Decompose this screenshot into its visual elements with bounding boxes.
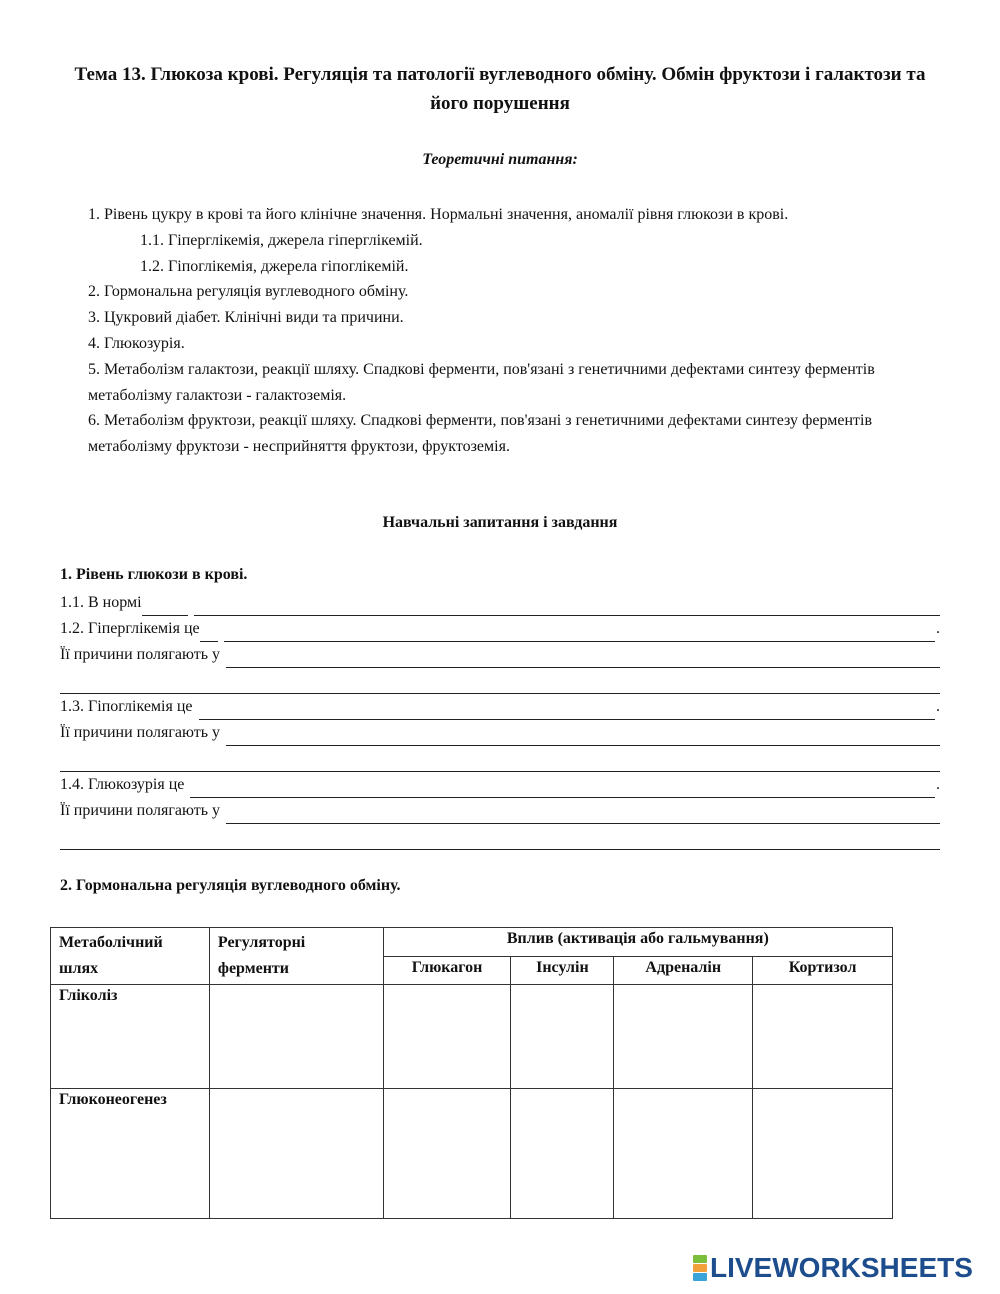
gluco-extra-line: [60, 824, 940, 850]
causes-label: Її причини полягають у: [60, 724, 221, 741]
q1-blanks: [60, 590, 940, 850]
theory-item: 1.1. Гіперглікемія, джерела гіперглікемій.: [140, 231, 423, 249]
hypo-causes-blank[interactable]: [226, 728, 940, 746]
hypo-blank[interactable]: [199, 702, 935, 720]
logo-block: [693, 1264, 707, 1272]
period: .: [936, 620, 940, 637]
causes-label: Її причини полягають у: [60, 646, 221, 663]
gluco-causes-line: [60, 798, 940, 824]
causes-label: Її причини полягають у: [60, 802, 221, 819]
gluco-causes-blank[interactable]: [226, 806, 940, 824]
col-effect-header: Вплив (активація або гальмування): [383, 928, 892, 957]
hormone-header: Кортизол: [753, 956, 893, 985]
table-row: [51, 985, 893, 1089]
theory-item: 2. Гормональна регуляція вуглеводного обміну.: [88, 283, 409, 301]
answer-cell[interactable]: [511, 985, 614, 1089]
theory-item: 4. Глюкозурія.: [88, 334, 185, 352]
gluco-blank[interactable]: [190, 780, 935, 798]
norm-short-blank[interactable]: [142, 598, 188, 616]
answer-cell[interactable]: [614, 985, 753, 1089]
hormone-header: Адреналін: [614, 956, 753, 985]
hormone-header: Інсулін: [511, 956, 614, 985]
tasks-heading: Навчальні запитання і завдання: [382, 514, 618, 531]
hyper-label: 1.2. Гіперглікемія це: [60, 620, 200, 637]
theory-item: 3. Цукровий діабет. Клінічні види та причини.: [88, 309, 404, 327]
q1-heading: 1. Рівень глюкози в крові.: [60, 566, 248, 583]
hyper-line: [60, 616, 940, 642]
hyper-causes-line: [60, 642, 940, 668]
hypo-extra-blank[interactable]: [60, 754, 940, 772]
gluco-extra-blank[interactable]: [60, 832, 940, 850]
hyper-short-blank[interactable]: [200, 624, 218, 642]
norm-line: [60, 590, 940, 616]
row-label-gluconeogenesis: Глюконеогенез: [51, 1089, 210, 1219]
theory-item: 1.2. Гіпоглікемія, джерела гіпоглікемій.: [140, 257, 409, 275]
answer-cell[interactable]: [209, 1089, 383, 1219]
gluco-label: 1.4. Глюкозурія це: [60, 776, 185, 793]
hyper-extra-blank[interactable]: [60, 676, 940, 694]
table-row: [51, 1089, 893, 1219]
period: .: [936, 776, 940, 793]
theory-item: 1. Рівень цукру в крові та його клінічне значення. Нормальні значення, аномалії рівня глюкози в крові.: [88, 206, 789, 223]
logo-block: [693, 1273, 707, 1281]
theory-subtitle: Теоретичні питання:: [422, 151, 578, 168]
gluco-line: [60, 772, 940, 798]
answer-cell[interactable]: [383, 985, 511, 1089]
hormone-header: Глюкагон: [383, 956, 511, 985]
col-enzymes-header: Регуляторні ферменти: [209, 928, 383, 985]
norm-label: 1.1. В нормі: [60, 594, 142, 611]
hyper-causes-blank[interactable]: [226, 650, 940, 668]
answer-cell[interactable]: [614, 1089, 753, 1219]
answer-cell[interactable]: [209, 985, 383, 1089]
theory-item: 6. Метаболізм фруктози, реакції шляху. Спадкові ферменти, пов'язані з генетичними дефектами синтезу ферментів метаболізму фруктози - несприйняття фруктози, фруктоземія.: [88, 412, 873, 456]
norm-blank[interactable]: [194, 598, 940, 616]
hyper-extra-line: [60, 668, 940, 694]
hypo-causes-line: [60, 720, 940, 746]
col-pathway-header: Метаболічний шлях: [51, 928, 210, 985]
hypo-extra-line: [60, 746, 940, 772]
period: .: [936, 698, 940, 715]
answer-cell[interactable]: [753, 985, 893, 1089]
logo-icon: [693, 1255, 707, 1281]
row-label-glycolysis: Гліколіз: [51, 985, 210, 1089]
hyper-blank[interactable]: [224, 624, 935, 642]
liveworksheets-logo[interactable]: [693, 1253, 973, 1283]
regulation-table: [50, 927, 893, 1219]
hypo-label: 1.3. Гіпоглікемія це: [60, 698, 193, 715]
theory-item: 5. Метаболізм галактози, реакції шляху. Спадкові ферменти, пов'язані з генетичними дефектами синтезу ферментів метаболізму галактози - галактоземія.: [88, 360, 875, 404]
theory-list: [88, 202, 918, 460]
logo-text: LIVEWORKSHEETS: [710, 1252, 973, 1283]
hypo-line: [60, 694, 940, 720]
logo-block: [693, 1255, 707, 1263]
answer-cell[interactable]: [383, 1089, 511, 1219]
answer-cell[interactable]: [511, 1089, 614, 1219]
answer-cell[interactable]: [753, 1089, 893, 1219]
page-title: Тема 13. Глюкоза крові. Регуляція та патології вуглеводного обміну. Обмін фруктози і галактози та його порушення: [74, 64, 926, 114]
q2-heading: 2. Гормональна регуляція вуглеводного обміну.: [60, 877, 401, 894]
